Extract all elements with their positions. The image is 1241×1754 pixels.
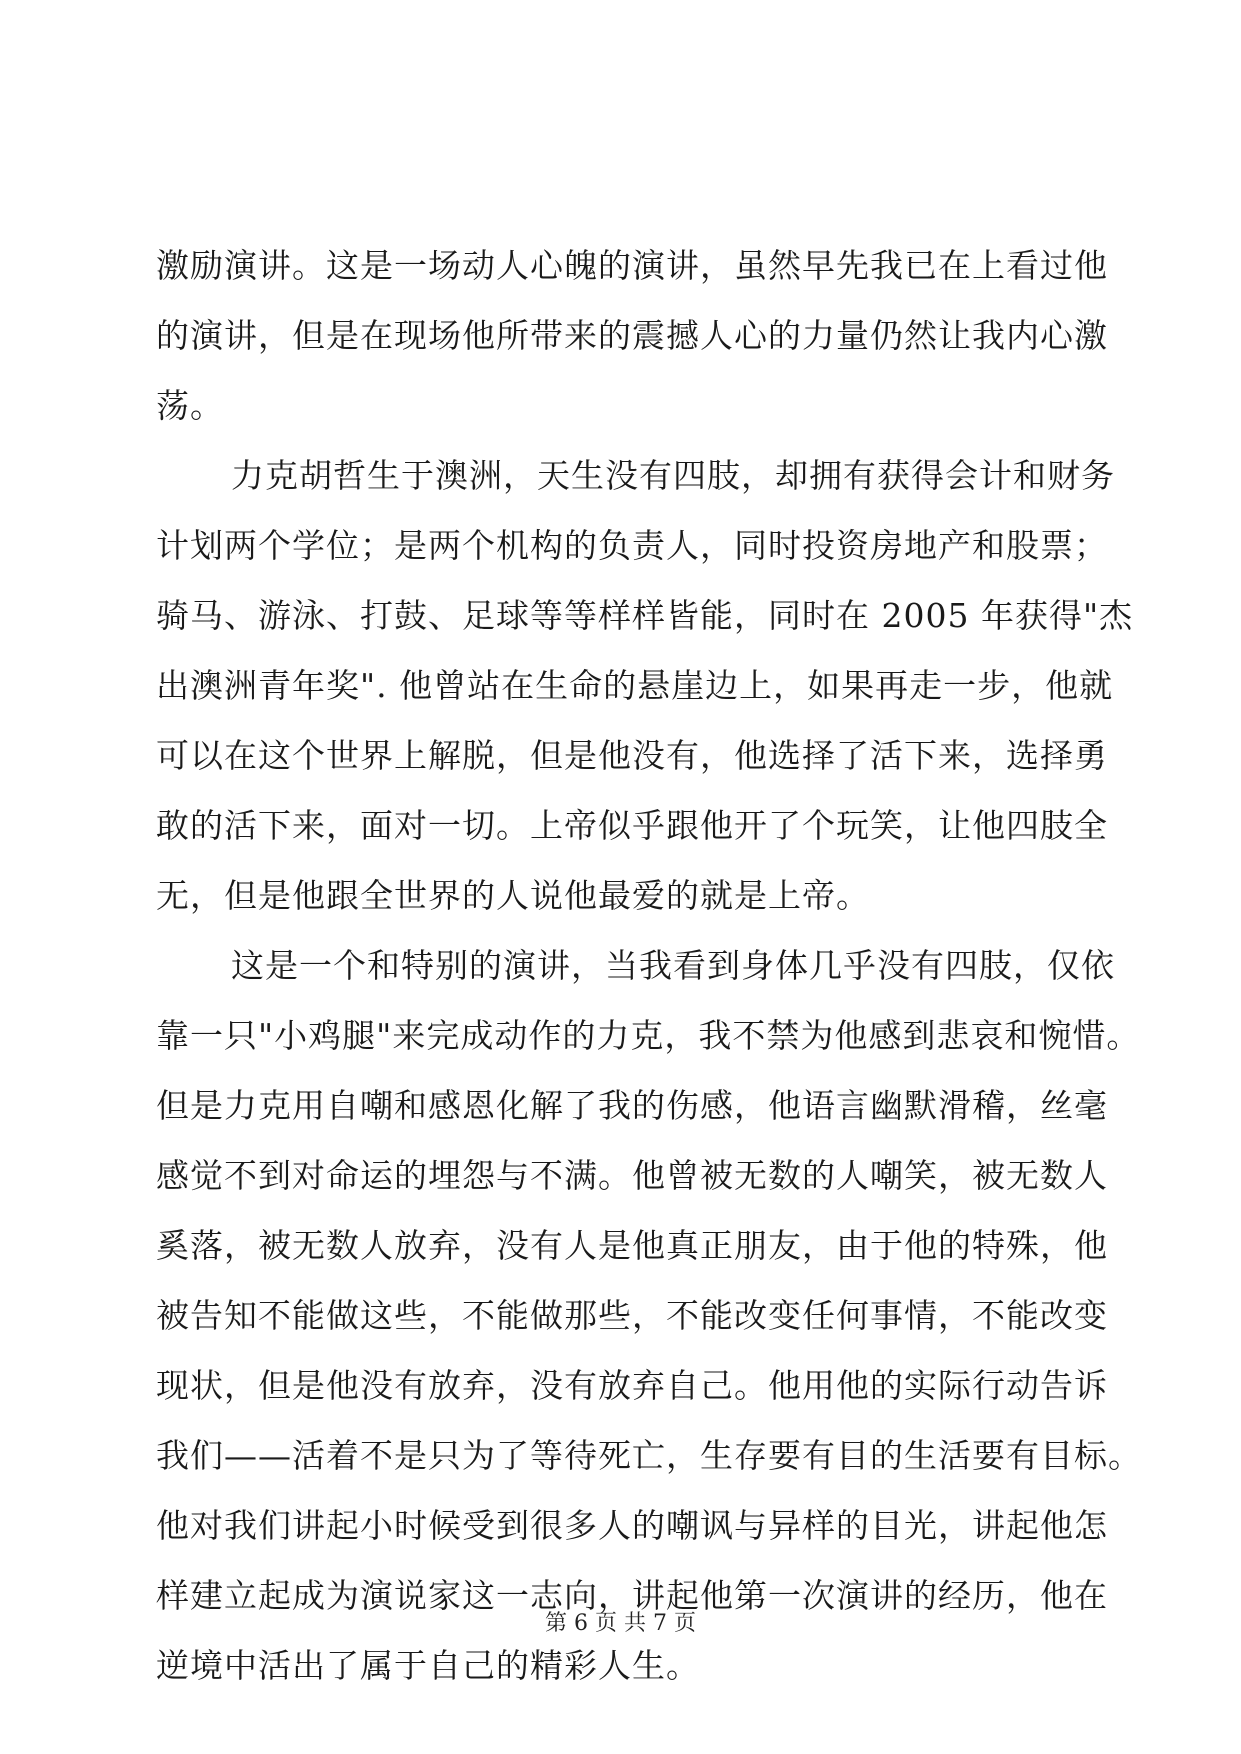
text-line: 样建立起成为演说家这一志向，讲起他第一次演讲的经历，他在 bbox=[156, 1576, 1108, 1615]
text-line: 他对我们讲起小时候受到很多人的嘲讽与异样的目光，讲起他怎 bbox=[156, 1506, 1108, 1545]
text-line: 计划两个学位；是两个机构的负责人，同时投资房地产和股票； bbox=[156, 526, 1108, 565]
text-line: 被告知不能做这些，不能做那些，不能改变任何事情，不能改变 bbox=[156, 1296, 1108, 1335]
text-line: 无，但是他跟全世界的人说他最爱的就是上帝。 bbox=[156, 876, 870, 915]
text-line: 出澳洲青年奖". 他曾站在生命的悬崖边上，如果再走一步，他就 bbox=[156, 666, 1114, 705]
text-line: 我们——活着不是只为了等待死亡，生存要有目的生活要有目标。 bbox=[156, 1436, 1142, 1475]
text-line: 感觉不到对命运的埋怨与不满。他曾被无数的人嘲笑，被无数人 bbox=[156, 1156, 1108, 1195]
text-line: 逆境中活出了属于自己的精彩人生。 bbox=[156, 1646, 700, 1685]
text-line: 现状，但是他没有放弃，没有放弃自己。他用他的实际行动告诉 bbox=[156, 1366, 1108, 1405]
page-number-footer: 第 6 页 共 7 页 bbox=[545, 1611, 696, 1636]
document-body bbox=[156, 231, 1142, 1701]
text-line: 激励演讲。这是一场动人心魄的演讲，虽然早先我已在上看过他 bbox=[156, 246, 1108, 285]
text-line: 敢的活下来，面对一切。上帝似乎跟他开了个玩笑，让他四肢全 bbox=[156, 806, 1108, 845]
text-line: 可以在这个世界上解脱，但是他没有，他选择了活下来，选择勇 bbox=[156, 736, 1108, 775]
paragraph-start-line: 力克胡哲生于澳洲，天生没有四肢，却拥有获得会计和财务 bbox=[231, 456, 1115, 495]
text-line: 靠一只"小鸡腿"来完成动作的力克，我不禁为他感到悲哀和惋惜。 bbox=[156, 1016, 1141, 1055]
text-line: 荡。 bbox=[156, 386, 224, 425]
text-line: 奚落，被无数人放弃，没有人是他真正朋友，由于他的特殊，他 bbox=[156, 1226, 1108, 1265]
text-line: 但是力克用自嘲和感恩化解了我的伤感，他语言幽默滑稽，丝毫 bbox=[156, 1086, 1108, 1125]
paragraph-start-line: 这是一个和特别的演讲，当我看到身体几乎没有四肢，仅依 bbox=[231, 946, 1115, 985]
text-line: 骑马、游泳、打鼓、足球等等样样皆能，同时在 2005 年获得"杰 bbox=[156, 596, 1134, 635]
text-line: 的演讲，但是在现场他所带来的震撼人心的力量仍然让我内心激 bbox=[156, 316, 1108, 355]
